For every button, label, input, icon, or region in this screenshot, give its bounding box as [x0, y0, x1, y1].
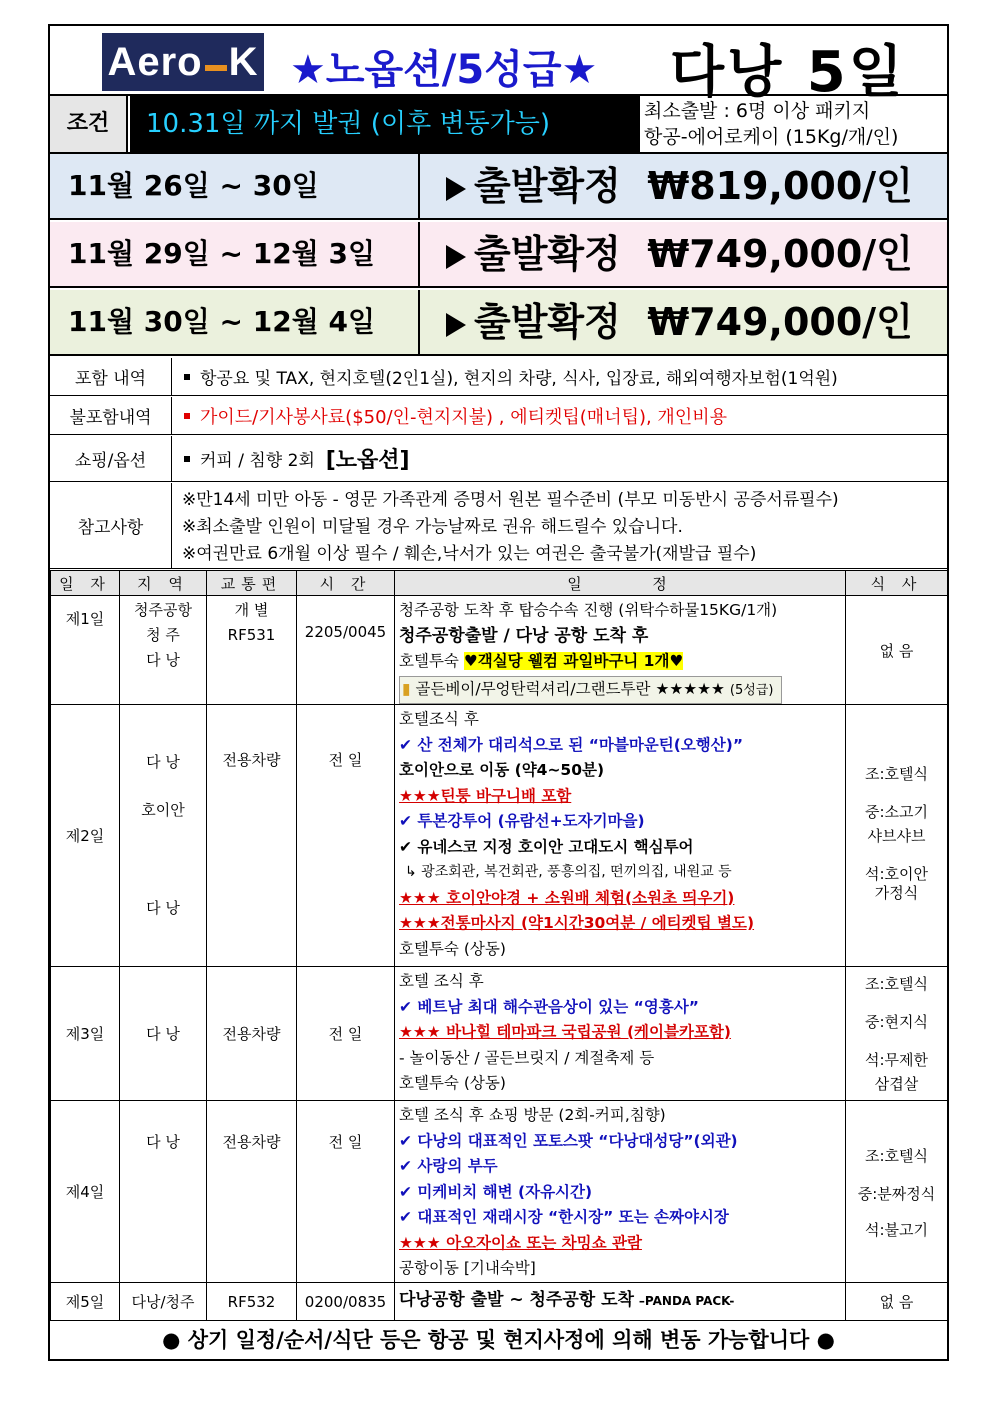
schedule-cell: 호텔조식 후 ✔ 산 전체가 대리석으로 된 “마블마운틴(오행산)” 호이안으로 이동 (약4~50분) ★★★틴퉁 바구니배 포함 ✔ 투본강투어 (유람선+도자기마을) ✔ 유네스코 지정 호이안 고대도시 핵심투어 ↳ 광조회관, 복건회관, 풍흥의집, 떤끼의집, 내원교 등 ★★★ 호이안야경 + 소원배 체험(소원초 띄우기) ★★★전통마사지 (약1시간30여분 / 에티켓팁 별도) 호텔투숙 (상동) [395, 705, 846, 967]
excluded-text: 가이드/기사봉사료($50/인-현지지불) , 에티켓팁(매너팁), 개인비용 [184, 397, 943, 434]
triangle-icon [446, 177, 466, 201]
condition-label: 조건 [50, 96, 128, 152]
departure-price [422, 290, 947, 354]
footer-notice: ● 상기 일정/순서/식단 등은 항공 및 현지사정에 의해 변동 가능합니다 ● [162, 1328, 835, 1352]
meal-cell: 조:호텔식 중:분짜정식 석:불고기 [846, 1101, 948, 1283]
notes-list [182, 487, 839, 568]
departure-row [50, 154, 947, 220]
price-value: ₩749,000/인 [647, 232, 913, 276]
itinerary-sheet [48, 24, 949, 1361]
shopping-row [50, 436, 947, 482]
col-header: 식 사 [846, 571, 948, 596]
region-cell: 다낭/청주 [120, 1283, 207, 1321]
condition-row [50, 96, 947, 154]
airline-info: 항공-에어로케이 (15Kg/개/인) [644, 126, 899, 148]
bullet-icon [184, 374, 190, 380]
header [50, 26, 947, 105]
day-cell: 제1일 [51, 596, 120, 705]
excluded-row [50, 397, 947, 435]
promo-title: ★노옵션/5성급★ [290, 47, 598, 93]
schedule-cell: 호텔 조식 후 ✔ 베트남 최대 해수관음상이 있는 “영흥사” ★★★ 바나힐 테마파크 국립공원 (케이블카포함) - 놀이동산 / 골든브릿지 / 계절축제 등 호텔투숙 (상동) [395, 967, 846, 1101]
schedule-cell: 청주공항 도착 후 탑승수속 진행 (위탁수하물15KG/1개) 청주공항출발 / 다낭 공항 도착 후 호텔투숙 ♥객실당 웰컴 과일바구니 1개♥ ▮ 골든베이/무엉탄럭셔리/그랜드투란 ★★★★★ (5성급) [395, 596, 846, 705]
transport-cell: 전용차량 [207, 1101, 297, 1283]
day-cell: 제2일 [51, 705, 120, 967]
table-header-row [51, 571, 948, 596]
note-item: ※여권만료 6개월 이상 필수 / 훼손,낙서가 있는 여권은 출국불가(재발급 필수) [182, 544, 757, 564]
transport-cell: 전용차량 [207, 705, 297, 967]
notes-row [50, 483, 947, 569]
time-cell: 전 일 [297, 705, 395, 967]
meal-cell: 없 음 [846, 1283, 948, 1321]
departure-status: 출발확정 [474, 164, 621, 208]
departure-row [50, 290, 947, 356]
transport-cell: 전용차량 [207, 967, 297, 1101]
table-row [51, 1283, 948, 1321]
region-cell: 다 낭 호이안 다 낭 [120, 705, 207, 967]
price-value: ₩749,000/인 [647, 300, 913, 344]
included-row [50, 358, 947, 396]
departure-price [422, 154, 947, 218]
table-row [51, 1101, 948, 1283]
aerok-logo: Aero K [102, 33, 264, 91]
departure-dates: 11월 29일 ~ 12월 3일 [50, 222, 420, 286]
time-cell: 전 일 [297, 1101, 395, 1283]
col-header: 시 간 [297, 571, 395, 596]
departure-status: 출발확정 [474, 232, 621, 276]
itinerary-table-wrap [50, 570, 947, 1325]
bullet-icon [184, 413, 190, 419]
col-header: 지 역 [120, 571, 207, 596]
col-header: 일 자 [51, 571, 120, 596]
col-header: 교통편 [207, 571, 297, 596]
schedule-cell: 호텔 조식 후 쇼핑 방문 (2회-커피,침향) ✔ 다낭의 대표적인 포토스팟 “다낭대성당”(외관) ✔ 사랑의 부두 ✔ 미케비치 해변 (자유시간) ✔ 대표적인 재래시장 “한시장” 또는 손짜야시장 ★★★ 아오자이쇼 또는 차밍쇼 관람 공항이동 [기내숙박] [395, 1101, 846, 1283]
note-item: ※만14세 미만 아동 - 영문 가족관계 증명서 원본 필수준비 (부모 미동반시 공증서류필수) [182, 490, 839, 510]
region-cell: 청주공항 청 주 다 낭 [120, 596, 207, 705]
welcome-fruit-highlight: ♥객실당 웰컴 과일바구니 1개♥ [463, 652, 684, 670]
bullet-icon [184, 456, 190, 462]
col-header: 일 정 [395, 571, 846, 596]
region-cell: 다 낭 [120, 1101, 207, 1283]
condition-details [642, 96, 947, 152]
no-option-tag: [노옵션] [325, 448, 410, 473]
hotel-icon: ▮ [402, 679, 411, 698]
departure-dates: 11월 30일 ~ 12월 4일 [50, 290, 420, 354]
meal-cell: 조:호텔식 중:현지식 석:무제한 삼겹살 [846, 967, 948, 1101]
table-row [51, 967, 948, 1101]
table-row [51, 705, 948, 967]
meal-cell: 없 음 [846, 596, 948, 705]
shopping-label: 쇼핑/옵션 [50, 436, 172, 481]
day-cell: 제4일 [51, 1101, 120, 1283]
ticketing-deadline: 10.31일 까지 발권 (이후 변동가능) [130, 96, 640, 152]
transport-cell: RF532 [207, 1283, 297, 1321]
min-departure: 최소출발 : 6명 이상 패키지 [644, 100, 871, 122]
time-cell: 0200/0835 [297, 1283, 395, 1321]
time-cell: 전 일 [297, 967, 395, 1101]
triangle-icon [446, 245, 466, 269]
triangle-icon [446, 313, 466, 337]
price-value: ₩819,000/인 [647, 164, 913, 208]
note-item: ※최소출발 인원이 미달될 경우 가능날짜로 권유 해드릴수 있습니다. [182, 517, 683, 537]
departure-status: 출발확정 [474, 300, 621, 344]
excluded-label: 불포함내역 [50, 397, 172, 434]
transport-cell: 개 별 RF531 [207, 596, 297, 705]
included-label: 포함 내역 [50, 358, 172, 395]
departure-row [50, 222, 947, 288]
notes-label: 참고사항 [50, 483, 172, 568]
region-cell: 다 낭 [120, 967, 207, 1101]
departure-dates: 11월 26일 ~ 30일 [50, 154, 420, 218]
day-cell: 제5일 [51, 1283, 120, 1321]
meal-cell: 조:호텔식 중:소고기 샤브샤브 석:호이안 가정식 [846, 705, 948, 967]
included-text: 항공요 및 TAX, 현지호텔(2인1실), 현지의 차량, 식사, 입장료, 해외여행자보험(1억원) [184, 358, 943, 395]
time-cell: 2205/0045 [297, 596, 395, 705]
day-cell: 제3일 [51, 967, 120, 1101]
departure-price [422, 222, 947, 286]
itinerary-table [50, 570, 948, 1321]
table-row [51, 596, 948, 705]
shopping-text: 커피 / 침향 2회 [노옵션] [184, 436, 943, 481]
destination-title: 다낭 5일 [670, 40, 906, 105]
schedule-cell: 다낭공항 출발 ~ 청주공항 도착 –PANDA PACK- [395, 1283, 846, 1321]
hotel-info: ▮ 골든베이/무엉탄럭셔리/그랜드투란 ★★★★★ (5성급) [399, 676, 782, 705]
